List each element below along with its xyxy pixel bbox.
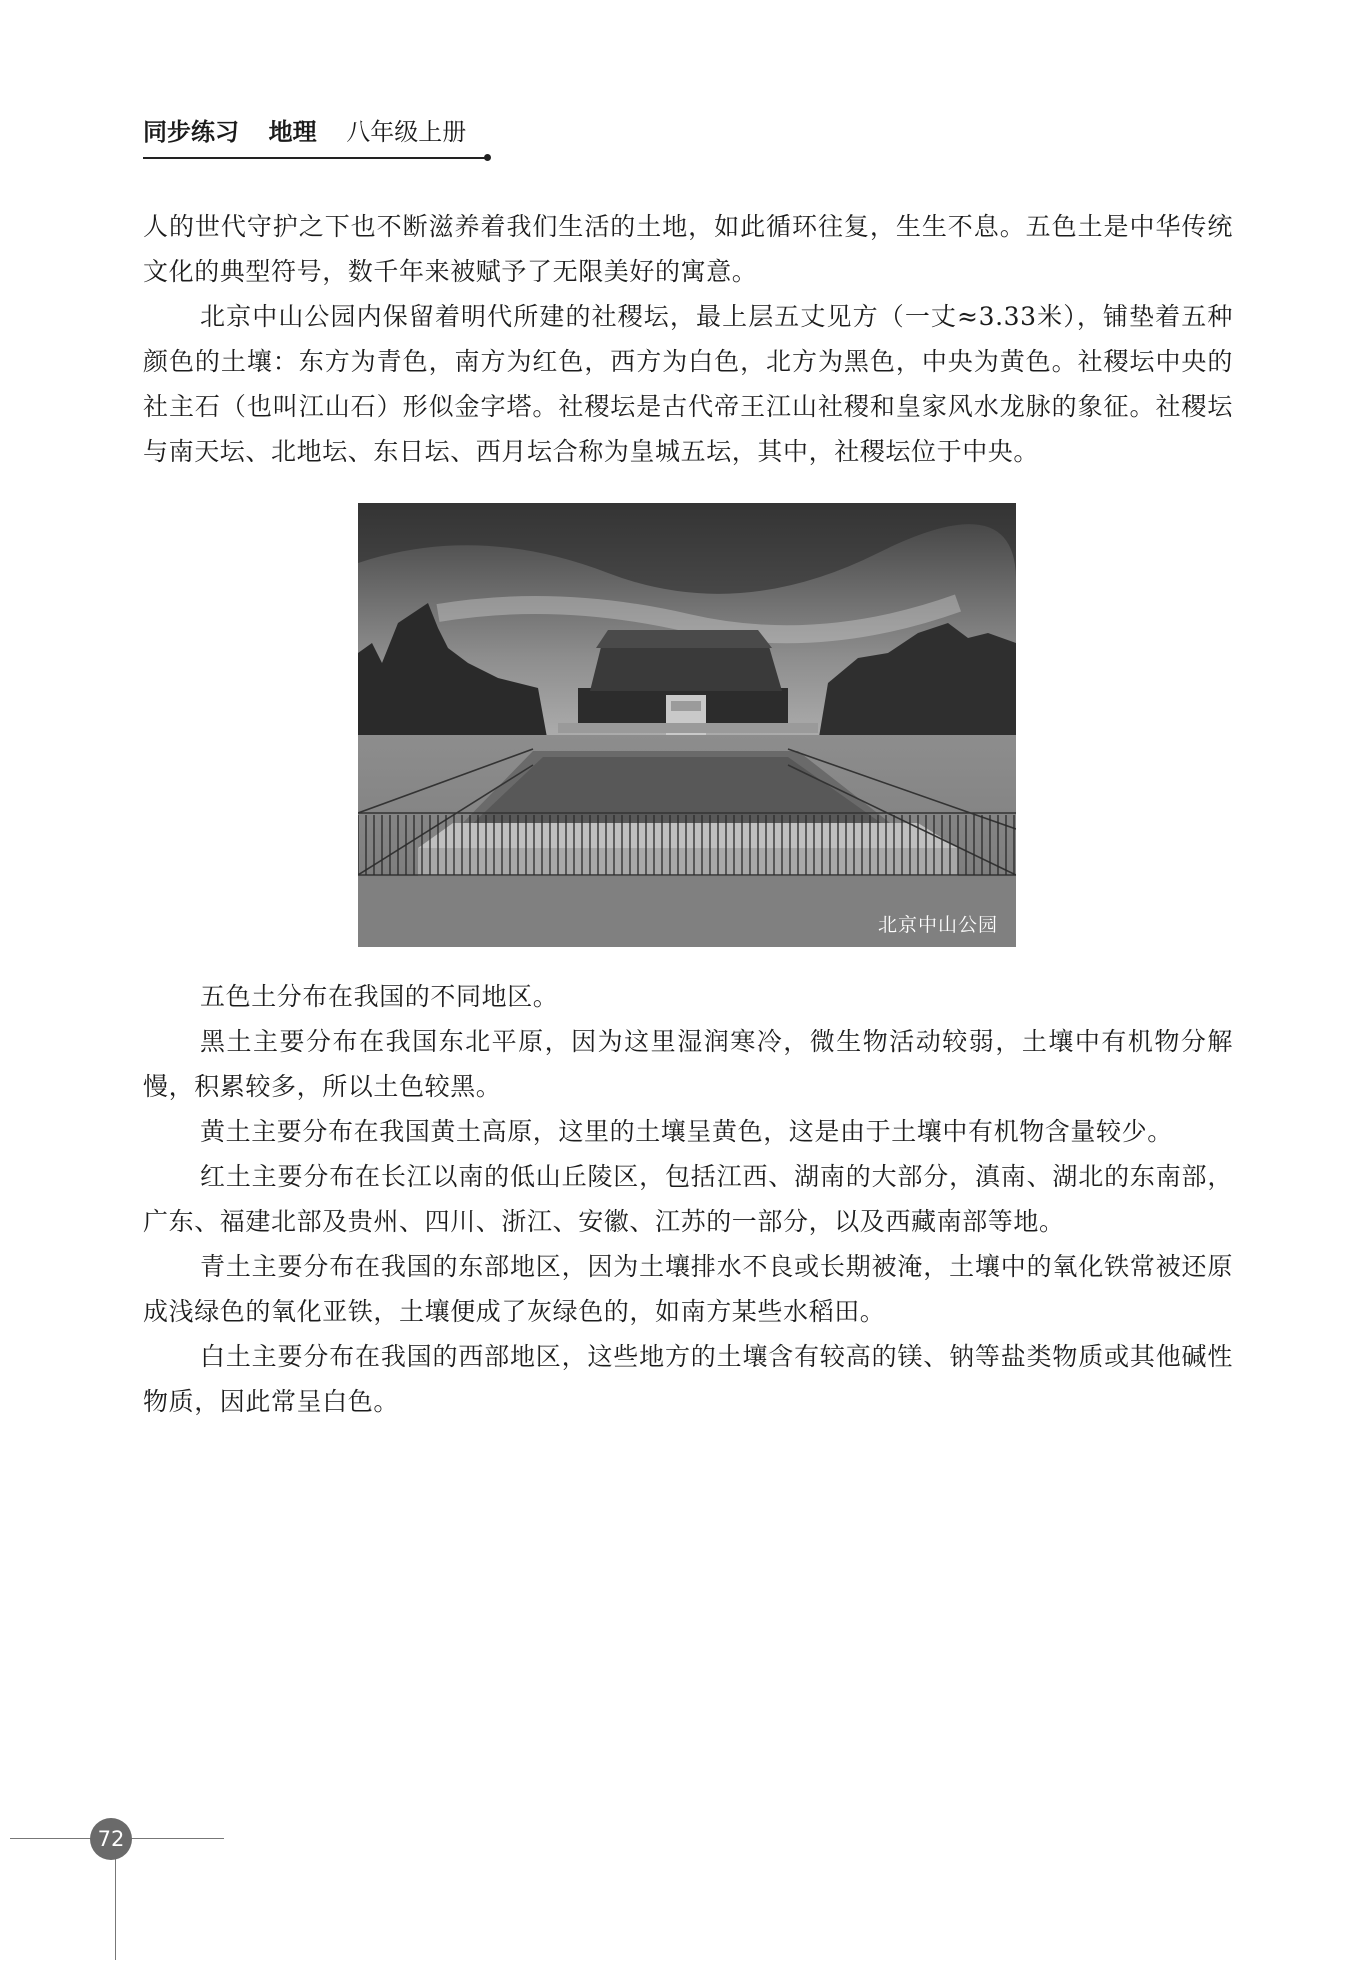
paragraph: 五色土分布在我国的不同地区。 xyxy=(200,982,559,1011)
paragraph: 红土主要分布在长江以南的低山丘陵区，包括江西、湖南的大部分，滇南、湖北的东南部，广东、福建北部及贵州、四川、浙江、安徽、江苏的一部分，以及西藏南部等地。 xyxy=(143,1162,1233,1236)
paragraph: 人的世代守护之下也不断滋养着我们生活的土地，如此循环往复，生生不息。五色土是中华传统文化的典型符号，数千年来被赋予了无限美好的寓意。 xyxy=(143,212,1233,286)
header-subject: 地理 xyxy=(268,118,317,146)
paragraph: 黄土主要分布在我国黄土高原，这里的土壤呈黄色，这是由于土壤中有机物含量较少。 xyxy=(200,1117,1173,1146)
paragraph: 白土主要分布在我国的西部地区，这些地方的土壤含有较高的镁、钠等盐类物质或其他碱性物质，因此常呈白色。 xyxy=(143,1342,1233,1416)
header-series: 同步练习 xyxy=(143,118,239,146)
park-photo xyxy=(358,503,1016,947)
header-grade: 八年级上册 xyxy=(346,118,467,146)
paragraph: 北京中山公园内保留着明代所建的社稷坛，最上层五丈见方（一丈≈3.33米），铺垫着五种颜色的土壤：东方为青色，南方为红色，西方为白色，北方为黑色，中央为黄色。社稷坛中央的社主石（也叫江山石）形似金字塔。社稷坛是古代帝王江山社稷和皇家风水龙脉的象征。社稷坛与南天坛、北地坛、东日坛、西月坛合称为皇城五坛，其中，社稷坛位于中央。 xyxy=(143,302,1233,466)
header-rule xyxy=(143,157,486,159)
paragraph: 黑土主要分布在我国东北平原，因为这里湿润寒冷，微生物活动较弱，土壤中有机物分解慢，积累较多，所以土色较黑。 xyxy=(143,1027,1233,1101)
paragraph: 青土主要分布在我国的东部地区，因为土壤排水不良或长期被淹，土壤中的氧化铁常被还原成浅绿色的氧化亚铁，土壤便成了灰绿色的，如南方某些水稻田。 xyxy=(143,1252,1233,1326)
running-header xyxy=(143,112,466,147)
header-rule-dot xyxy=(484,154,491,161)
body-text-top xyxy=(143,204,1233,474)
photo-caption: 北京中山公园 xyxy=(877,914,998,936)
page-number-badge: 72 xyxy=(90,1818,132,1860)
park-photo-image xyxy=(358,503,1016,947)
body-text-bottom xyxy=(143,974,1233,1424)
